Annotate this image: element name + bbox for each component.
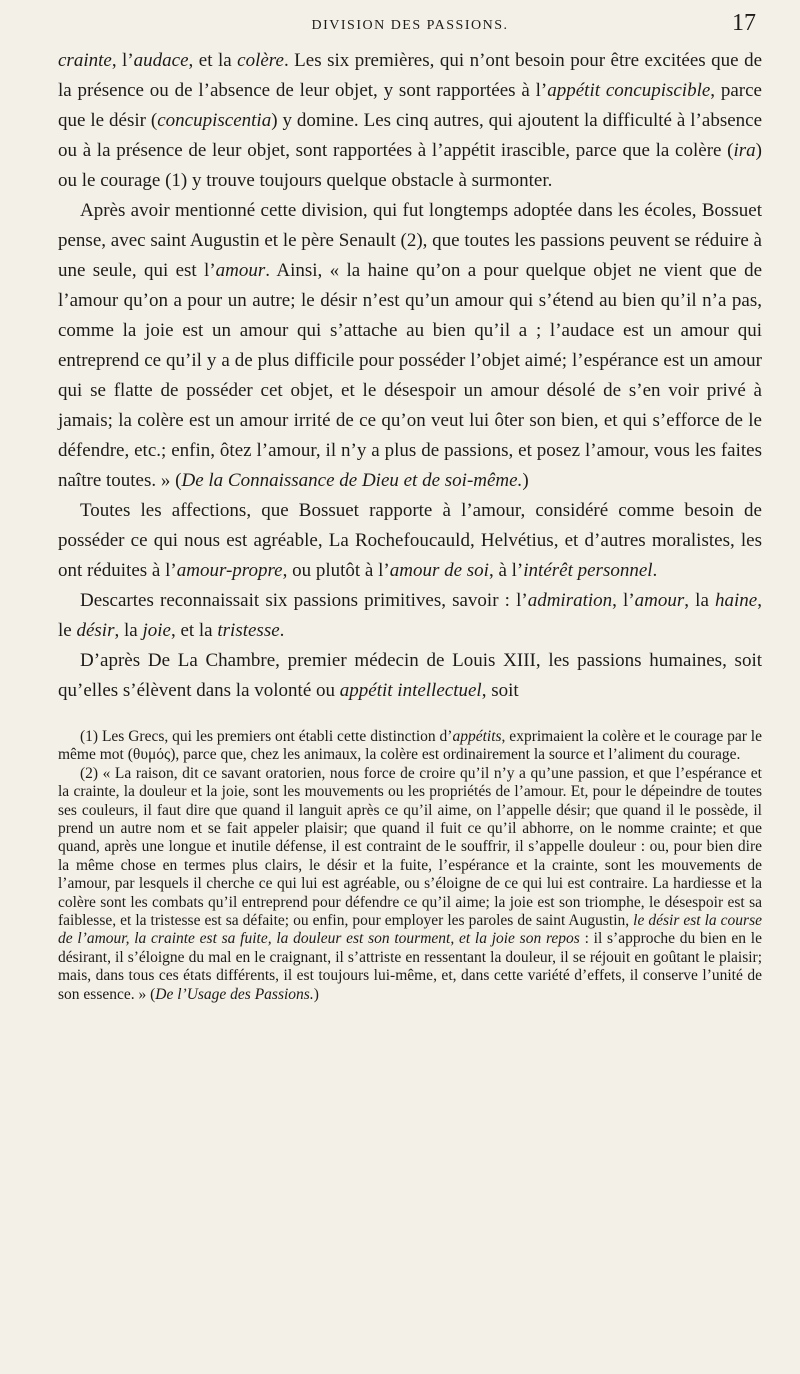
body-text <box>58 46 762 706</box>
footnotes <box>58 728 762 1004</box>
paragraph-1: crainte, l’audace, et la colère. Les six premières, qui n’ont besoin pour être excitées que de la présence ou de l’absence de leur objet, y sont rapportées à l’appétit concupiscible, parce que le désir (concupiscentia) y domine. Les cinq autres, qui ajoutent la difficulté à l’absence ou à la présence de leur objet, sont rapportées à l’appétit irascible, parce que la colère (ira) ou le courage (1) y trouve toujours quelque obstacle à surmonter. <box>58 50 763 191</box>
paragraph-3: Toutes les affections, que Bossuet rapporte à l’amour, considéré comme besoin de posséder ce qui nous est agréable, La Rochefoucauld, Helvétius, et d’autres moralistes, les ont réduites à l’amour-propre, ou plutôt à l’amour de soi, à l’intérêt personnel. <box>58 500 762 581</box>
paragraph-5: D’après De La Chambre, premier médecin de Louis XIII, les passions humaines, soit qu’elles s’élèvent dans la volonté ou appétit intellectuel, soit <box>58 650 762 701</box>
paragraph-2: Après avoir mentionné cette division, qui fut longtemps adoptée dans les écoles, Bossuet pense, avec saint Augustin et le père Senault (2), que toutes les passions peuvent se réduire à une seule, qui est l’amour. Ainsi, « la haine qu’on a pour quelque objet ne vient que de l’amour qu’on a pour un autre; le désir n’est qu’un amour qui s’étend au bien qu’il n’a pas, comme la joie est un amour qui s’attache au bien qu’il a ; l’audace est un amour qui entreprend ce qu’il y a de plus difficile pour posséder l’objet aimé; l’espérance est un amour qui se flatte de posséder cet objet, et le désespoir un amour désolé de s’en voir privé à jamais; la colère est un amour irrité de ce qu’on veut lui ôter son bien, et qui s’efforce de le défendre, etc.; enfin, ôtez l’amour, il n’y a plus de passions, et posez l’amour, vous les faites naître toutes. » (De la Connaissance de Dieu et de soi-même.) <box>58 200 762 491</box>
page-number: 17 <box>732 10 756 36</box>
footnote-2: (2) « La raison, dit ce savant oratorien, nous force de croire qu’il n’y a qu’une passion, et que l’espérance et la crainte, la douleur et la joie, sont les mouvements ou les propriétés de l’amour. Et, pour le dépeindre de toutes ses couleurs, il faut dire que quand il languit après ce qu’il aime, on l’appelle désir; que quand il le possède, il prend un autre nom et se fait appeler plaisir; que quand il fuit ce qu’il abhorre, on le nomme crainte; et que quand, après une longue et inutile défense, il est contraint de le souffrir, il s’appelle douleur : ou, pour bien dire la même chose en termes plus clairs, le désir et la fuite, l’espérance et la crainte, sont les mouvements de l’amour, par lesquels il cherche ce qui lui est agréable, ou s’éloigne de ce qui lui est contraire. La hardiesse et la colère sont les combats qu’il entreprend pour défendre ce qu’il aime; la joie est son triomphe, le désespoir est sa faiblesse, et la tristesse est sa défaite; ou enfin, pour employer les paroles de saint Augustin, le désir est la course de l’amour, la crainte est sa fuite, la douleur est son tourment, et la joie son repos : il s’approche du bien en le désirant, il s’éloigne du mal en le craignant, il s’attriste en ressentant la douleur, il se réjouit en goûtant le plaisir; mais, dans tous ces états différents, il est toujours lui-même, et, dans cette variété d’effets, il conserve l’unité de son essence. » (De l’Usage des Passions.) <box>58 764 762 1003</box>
running-title: DIVISION DES PASSIONS. <box>311 18 509 33</box>
paragraph-4: Descartes reconnaissait six passions primitives, savoir : l’admiration, l’amour, la haine, le désir, la joie, et la tristesse. <box>58 590 762 641</box>
running-head <box>58 0 762 46</box>
footnote-1: (1) Les Grecs, qui les premiers ont établi cette distinction d’appétits, exprimaient la colère et le courage par le même mot (θυμός), parce que, chez les animaux, la colère est ordinairement la source et l’aliment du courage. <box>58 728 762 764</box>
